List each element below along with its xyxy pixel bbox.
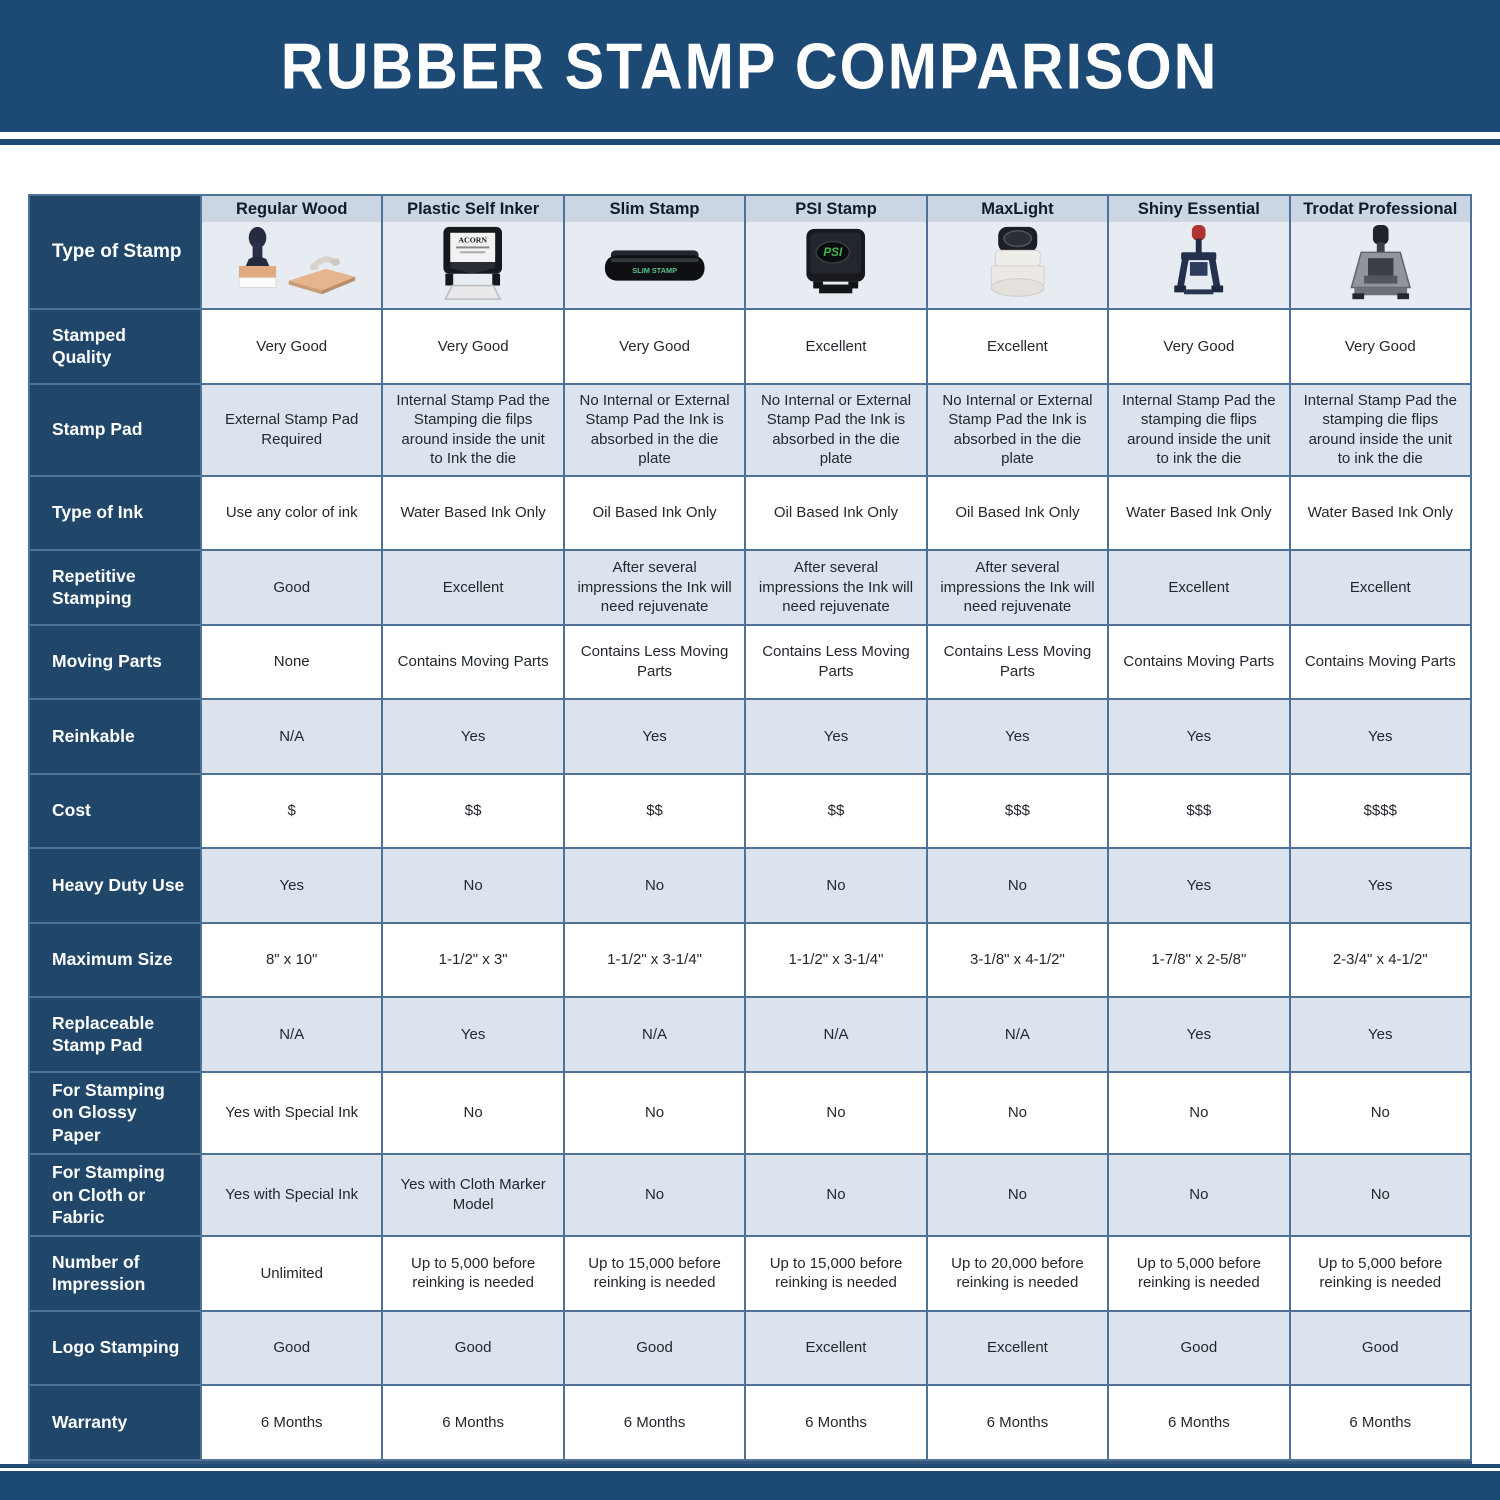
banner-divider-gap (0, 132, 1500, 139)
table-cell: $ (202, 775, 383, 850)
table-cell: After several impressions the Ink will need rejuvenate (565, 551, 746, 626)
table-cell: Yes with Cloth Marker Model (383, 1155, 564, 1237)
table-cell: No (928, 849, 1109, 924)
table-cell: Water Based Ink Only (1109, 477, 1290, 552)
table-cell: No (565, 849, 746, 924)
table-cell: No (746, 849, 927, 924)
table-cell: 6 Months (1291, 1386, 1472, 1461)
row-label: Type of Ink (30, 477, 202, 552)
table-cell: 6 Months (202, 1386, 383, 1461)
svg-text:PSI: PSI (823, 246, 843, 260)
column-header-plastic-self-inker (383, 196, 564, 310)
title-banner (0, 0, 1500, 132)
table-cell: No (1109, 1155, 1290, 1237)
row-label: Moving Parts (30, 626, 202, 701)
column-name: Shiny Essential (1109, 196, 1288, 222)
shiny-essential-stamp-icon (1109, 223, 1288, 307)
table-cell: Contains Moving Parts (383, 626, 564, 701)
table-cell: Yes (383, 998, 564, 1073)
page-title: RUBBER STAMP COMPARISON (281, 29, 1219, 103)
row-label: Warranty (30, 1386, 202, 1461)
table-cell: No (565, 1155, 746, 1237)
table-cell: Yes (1109, 700, 1290, 775)
table-cell: 1-1/2" x 3" (383, 924, 564, 999)
table-cell: Good (1291, 1312, 1472, 1387)
table-cell: None (202, 626, 383, 701)
table-cell: No Internal or External Stamp Pad the Ink is absorbed in the die plate (928, 385, 1109, 477)
table-cell: 2-3/4" x 4-1/2" (1291, 924, 1472, 999)
table-cell: Yes (928, 700, 1109, 775)
table-cell: Water Based Ink Only (1291, 477, 1472, 552)
table-cell: Excellent (383, 551, 564, 626)
row-label: For Stamping on Glossy Paper (30, 1073, 202, 1155)
row-label: Number of Impression (30, 1237, 202, 1312)
column-header-trodat-professional (1291, 196, 1472, 310)
table-cell: $$ (383, 775, 564, 850)
table-cell: $$ (565, 775, 746, 850)
table-cell: External Stamp Pad Required (202, 385, 383, 477)
table-cell: N/A (202, 998, 383, 1073)
column-name: MaxLight (928, 196, 1107, 222)
table-cell: N/A (202, 700, 383, 775)
table-cell: Up to 5,000 before reinking is needed (383, 1237, 564, 1312)
table-cell: Up to 15,000 before reinking is needed (746, 1237, 927, 1312)
table-cell: $$ (746, 775, 927, 850)
row-label: For Stamping on Cloth or Fabric (30, 1155, 202, 1237)
table-cell: Very Good (383, 310, 564, 385)
table-cell: Good (1109, 1312, 1290, 1387)
table-cell: N/A (746, 998, 927, 1073)
row-label: Heavy Duty Use (30, 849, 202, 924)
column-header-shiny-essential (1109, 196, 1290, 310)
table-cell: Oil Based Ink Only (746, 477, 927, 552)
stamp-image (383, 222, 562, 308)
column-name: Slim Stamp (565, 196, 744, 222)
table-cell: No (1109, 1073, 1290, 1155)
table-wrapper (28, 194, 1472, 1464)
table-cell: Yes (565, 700, 746, 775)
table-cell: Excellent (1109, 551, 1290, 626)
table-cell: Up to 5,000 before reinking is needed (1109, 1237, 1290, 1312)
trodat-professional-stamp-icon (1291, 223, 1470, 307)
svg-text:ACORN: ACORN (458, 235, 488, 245)
table-cell: 1-1/2" x 3-1/4" (565, 924, 746, 999)
table-cell: Excellent (746, 310, 927, 385)
table-cell: Oil Based Ink Only (928, 477, 1109, 552)
table-cell: Good (383, 1312, 564, 1387)
table-cell: Very Good (1109, 310, 1290, 385)
table-cell: Contains Less Moving Parts (746, 626, 927, 701)
table-cell: Up to 5,000 before reinking is needed (1291, 1237, 1472, 1312)
table-cell: No (383, 1073, 564, 1155)
slim-stamp-icon (565, 223, 744, 307)
table-cell: Use any color of ink (202, 477, 383, 552)
table-cell: Yes (1291, 700, 1472, 775)
table-cell: No (383, 849, 564, 924)
table-cell: Water Based Ink Only (383, 477, 564, 552)
table-cell: Yes (1291, 849, 1472, 924)
plastic-self-inker-stamp-icon (383, 223, 562, 307)
table-cell: Up to 15,000 before reinking is needed (565, 1237, 746, 1312)
table-cell: No (1291, 1155, 1472, 1237)
table-cell: No (746, 1073, 927, 1155)
table-cell: Good (202, 551, 383, 626)
column-name: PSI Stamp (746, 196, 925, 222)
stamp-image (202, 222, 381, 308)
banner-divider-line (0, 139, 1500, 145)
stamp-image (565, 222, 744, 308)
table-cell: Very Good (1291, 310, 1472, 385)
table-cell: Good (565, 1312, 746, 1387)
row-label-type-of-stamp: Type of Stamp (30, 196, 202, 310)
row-label: Stamp Pad (30, 385, 202, 477)
stamp-image (1291, 222, 1470, 308)
table-cell: 6 Months (928, 1386, 1109, 1461)
table-cell: No (746, 1155, 927, 1237)
table-cell: Contains Less Moving Parts (565, 626, 746, 701)
table-cell: No (928, 1073, 1109, 1155)
column-header-psi (746, 196, 927, 310)
table-cell: Yes (1109, 849, 1290, 924)
row-label: Repetitive Stamping (30, 551, 202, 626)
table-cell: 6 Months (1109, 1386, 1290, 1461)
psi-stamp-icon (746, 223, 925, 307)
table-cell: 1-1/2" x 3-1/4" (746, 924, 927, 999)
table-cell: Very Good (565, 310, 746, 385)
table-cell: 8" x 10" (202, 924, 383, 999)
table-cell: No Internal or External Stamp Pad the Ink is absorbed in the die plate (565, 385, 746, 477)
row-label: Maximum Size (30, 924, 202, 999)
table-cell: Yes (1109, 998, 1290, 1073)
table-cell: Very Good (202, 310, 383, 385)
table-cell: Excellent (746, 1312, 927, 1387)
table-cell: Yes with Special Ink (202, 1155, 383, 1237)
column-name: Plastic Self Inker (383, 196, 562, 222)
maxlight-stamp-icon (928, 223, 1107, 307)
column-name: Regular Wood (202, 196, 381, 222)
column-name: Trodat Professional (1291, 196, 1470, 222)
table-cell: 1-7/8" x 2-5/8" (1109, 924, 1290, 999)
table-cell: Contains Less Moving Parts (928, 626, 1109, 701)
table-cell: Up to 20,000 before reinking is needed (928, 1237, 1109, 1312)
stamp-image (1109, 222, 1288, 308)
table-cell: 6 Months (565, 1386, 746, 1461)
table-cell: No Internal or External Stamp Pad the Ink is absorbed in the die plate (746, 385, 927, 477)
table-cell: Yes (746, 700, 927, 775)
table-cell: Internal Stamp Pad the stamping die flips around inside the unit to ink the die (1291, 385, 1472, 477)
row-label: Stamped Quality (30, 310, 202, 385)
table-cell: N/A (565, 998, 746, 1073)
table-cell: Yes (383, 700, 564, 775)
table-cell: Internal Stamp Pad the stamping die flips around inside the unit to ink the die (1109, 385, 1290, 477)
table-cell: $$$ (928, 775, 1109, 850)
comparison-table (28, 194, 1472, 1464)
table-cell: Yes (202, 849, 383, 924)
table-cell: Contains Moving Parts (1109, 626, 1290, 701)
table-cell: Internal Stamp Pad the Stamping die filps around inside the unit to Ink the die (383, 385, 564, 477)
table-cell: Excellent (928, 1312, 1109, 1387)
row-label: Replaceable Stamp Pad (30, 998, 202, 1073)
table-cell: Good (202, 1312, 383, 1387)
table-cell: No (928, 1155, 1109, 1237)
table-cell: Excellent (1291, 551, 1472, 626)
column-header-slim (565, 196, 746, 310)
table-cell: $$$$ (1291, 775, 1472, 850)
footer-band (0, 1471, 1500, 1500)
column-header-maxlight (928, 196, 1109, 310)
table-cell: Yes (1291, 998, 1472, 1073)
footer-divider-line (0, 1464, 1500, 1468)
table-cell: After several impressions the Ink will need rejuvenate (928, 551, 1109, 626)
table-cell: 6 Months (746, 1386, 927, 1461)
column-header-regular-wood (202, 196, 383, 310)
table-cell: Unlimited (202, 1237, 383, 1312)
stamp-image (746, 222, 925, 308)
svg-text:SLIM STAMP: SLIM STAMP (632, 265, 677, 275)
table-cell: Oil Based Ink Only (565, 477, 746, 552)
row-label: Logo Stamping (30, 1312, 202, 1387)
table-cell: 3-1/8" x 4-1/2" (928, 924, 1109, 999)
table-cell: 6 Months (383, 1386, 564, 1461)
table-cell: $$$ (1109, 775, 1290, 850)
table-cell: Contains Moving Parts (1291, 626, 1472, 701)
stamp-image (928, 222, 1107, 308)
regular-wood-stamp-icon (202, 223, 381, 307)
row-label: Reinkable (30, 700, 202, 775)
table-cell: After several impressions the Ink will need rejuvenate (746, 551, 927, 626)
table-cell: Yes with Special Ink (202, 1073, 383, 1155)
row-label: Cost (30, 775, 202, 850)
table-cell: No (565, 1073, 746, 1155)
table-cell: No (1291, 1073, 1472, 1155)
table-cell: N/A (928, 998, 1109, 1073)
table-cell: Excellent (928, 310, 1109, 385)
